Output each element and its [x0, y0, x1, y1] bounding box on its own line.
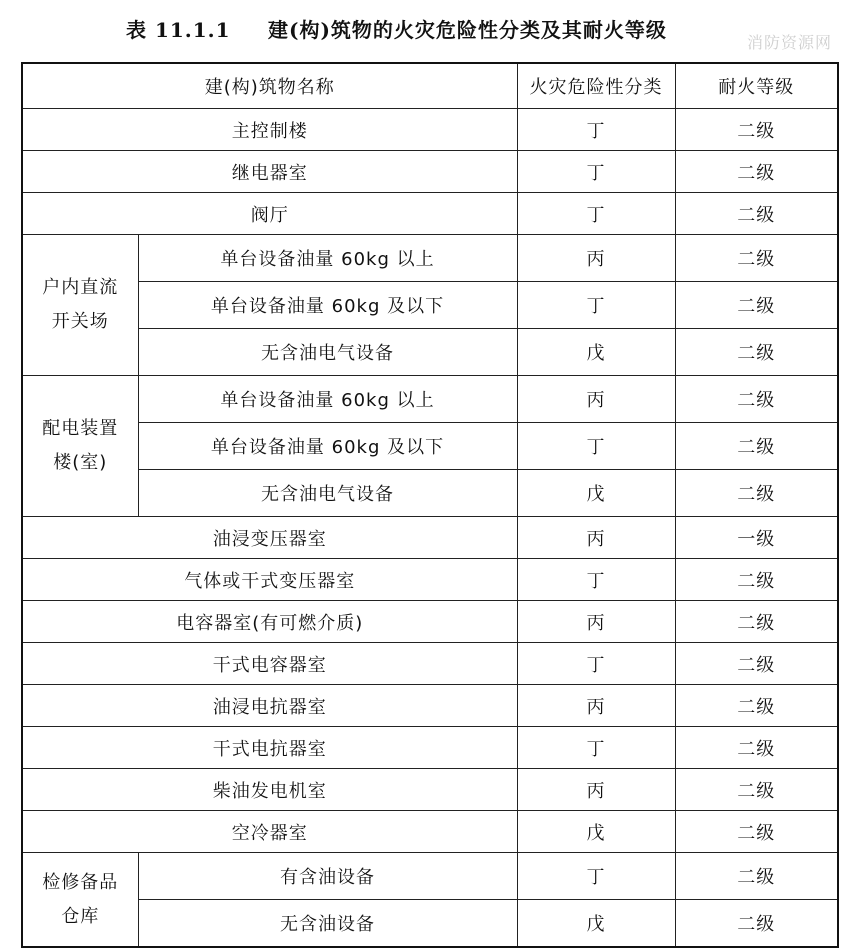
building-name-cell: 继电器室 — [22, 151, 517, 193]
table-number: 表 11.1.1 — [126, 18, 231, 42]
hazard-class-cell: 丙 — [517, 376, 675, 423]
building-name-cell: 干式电容器室 — [22, 643, 517, 685]
building-name-cell: 有含油设备 — [138, 853, 517, 900]
table-row — [22, 685, 838, 727]
building-name-cell: 无含油设备 — [138, 900, 517, 948]
building-name-cell: 阀厅 — [22, 193, 517, 235]
table-row — [22, 109, 838, 151]
fire-rating-cell: 二级 — [675, 811, 838, 853]
hazard-class-cell: 丁 — [517, 727, 675, 769]
hazard-class-cell: 丙 — [517, 601, 675, 643]
hazard-class-cell: 丙 — [517, 235, 675, 282]
building-name-cell: 单台设备油量 60kg 及以下 — [138, 282, 517, 329]
table-row — [22, 517, 838, 559]
table-row — [22, 376, 838, 423]
fire-rating-cell: 二级 — [675, 643, 838, 685]
group-label-line: 检修备品 — [42, 871, 119, 893]
fire-classification-table — [21, 62, 839, 948]
building-name-cell: 单台设备油量 60kg 以上 — [138, 376, 517, 423]
fire-rating-cell: 二级 — [675, 685, 838, 727]
hazard-class-cell: 丙 — [517, 517, 675, 559]
building-name-cell: 单台设备油量 60kg 以上 — [138, 235, 517, 282]
building-name-cell: 电容器室(有可燃介质) — [22, 601, 517, 643]
group-label-line: 仓库 — [61, 905, 100, 927]
header-hazard-class: 火灾危险性分类 — [517, 63, 675, 109]
building-name-cell: 单台设备油量 60kg 及以下 — [138, 423, 517, 470]
table-row — [22, 282, 838, 329]
fire-rating-cell: 二级 — [675, 559, 838, 601]
fire-rating-cell: 二级 — [675, 900, 838, 948]
hazard-class-cell: 丁 — [517, 193, 675, 235]
hazard-class-cell: 丁 — [517, 643, 675, 685]
building-name-cell: 油浸变压器室 — [22, 517, 517, 559]
hazard-class-cell: 戊 — [517, 900, 675, 948]
fire-rating-cell: 二级 — [675, 193, 838, 235]
fire-rating-cell: 二级 — [675, 282, 838, 329]
building-name-cell: 空冷器室 — [22, 811, 517, 853]
table-row — [22, 769, 838, 811]
building-name-cell: 气体或干式变压器室 — [22, 559, 517, 601]
table-row — [22, 853, 838, 900]
group-label-line: 户内直流 — [42, 277, 119, 298]
building-name-cell: 无含油电气设备 — [138, 470, 517, 517]
fire-rating-cell: 二级 — [675, 470, 838, 517]
hazard-class-cell: 丁 — [517, 423, 675, 470]
fire-rating-cell: 二级 — [675, 109, 838, 151]
group-label-line: 配电装置 — [42, 418, 119, 439]
hazard-class-cell: 戊 — [517, 329, 675, 376]
fire-rating-cell: 二级 — [675, 151, 838, 193]
hazard-class-cell: 丙 — [517, 685, 675, 727]
table-row — [22, 423, 838, 470]
hazard-class-cell: 戊 — [517, 811, 675, 853]
hazard-class-cell: 丙 — [517, 769, 675, 811]
building-name-cell: 主控制楼 — [22, 109, 517, 151]
group-label-switchgear-building — [22, 376, 138, 517]
hazard-class-cell: 丁 — [517, 559, 675, 601]
table-row — [22, 559, 838, 601]
table-header-row — [22, 63, 838, 109]
building-name-cell: 干式电抗器室 — [22, 727, 517, 769]
fire-rating-cell: 二级 — [675, 769, 838, 811]
group-label-spare-parts-warehouse — [22, 853, 138, 948]
building-name-cell: 柴油发电机室 — [22, 769, 517, 811]
hazard-class-cell: 丁 — [517, 109, 675, 151]
table-row — [22, 193, 838, 235]
fire-rating-cell: 二级 — [675, 376, 838, 423]
table-caption — [0, 12, 850, 46]
building-name-cell: 无含油电气设备 — [138, 329, 517, 376]
table-row — [22, 601, 838, 643]
hazard-class-cell: 丁 — [517, 151, 675, 193]
group-label-line: 开关场 — [51, 311, 109, 332]
fire-rating-cell: 二级 — [675, 727, 838, 769]
fire-rating-cell: 二级 — [675, 853, 838, 900]
table-row — [22, 235, 838, 282]
table-row — [22, 727, 838, 769]
table-title: 建(构)筑物的火灾危险性分类及其耐火等级 — [268, 18, 667, 42]
hazard-class-cell: 丁 — [517, 853, 675, 900]
fire-rating-cell: 二级 — [675, 235, 838, 282]
hazard-class-cell: 丁 — [517, 282, 675, 329]
building-name-cell: 油浸电抗器室 — [22, 685, 517, 727]
group-label-line: 楼(室) — [53, 452, 108, 473]
fire-rating-cell: 二级 — [675, 423, 838, 470]
watermark: 消防资源网 — [746, 33, 832, 52]
table-row — [22, 900, 838, 948]
table-row — [22, 643, 838, 685]
fire-rating-cell: 二级 — [675, 601, 838, 643]
hazard-class-cell: 戊 — [517, 470, 675, 517]
table-row — [22, 811, 838, 853]
table-row — [22, 470, 838, 517]
table-row — [22, 151, 838, 193]
fire-rating-cell: 二级 — [675, 329, 838, 376]
header-building-name: 建(构)筑物名称 — [22, 63, 517, 109]
fire-rating-cell: 一级 — [675, 517, 838, 559]
table-row — [22, 329, 838, 376]
group-label-dc-switchyard — [22, 235, 138, 376]
header-fire-rating: 耐火等级 — [675, 63, 838, 109]
